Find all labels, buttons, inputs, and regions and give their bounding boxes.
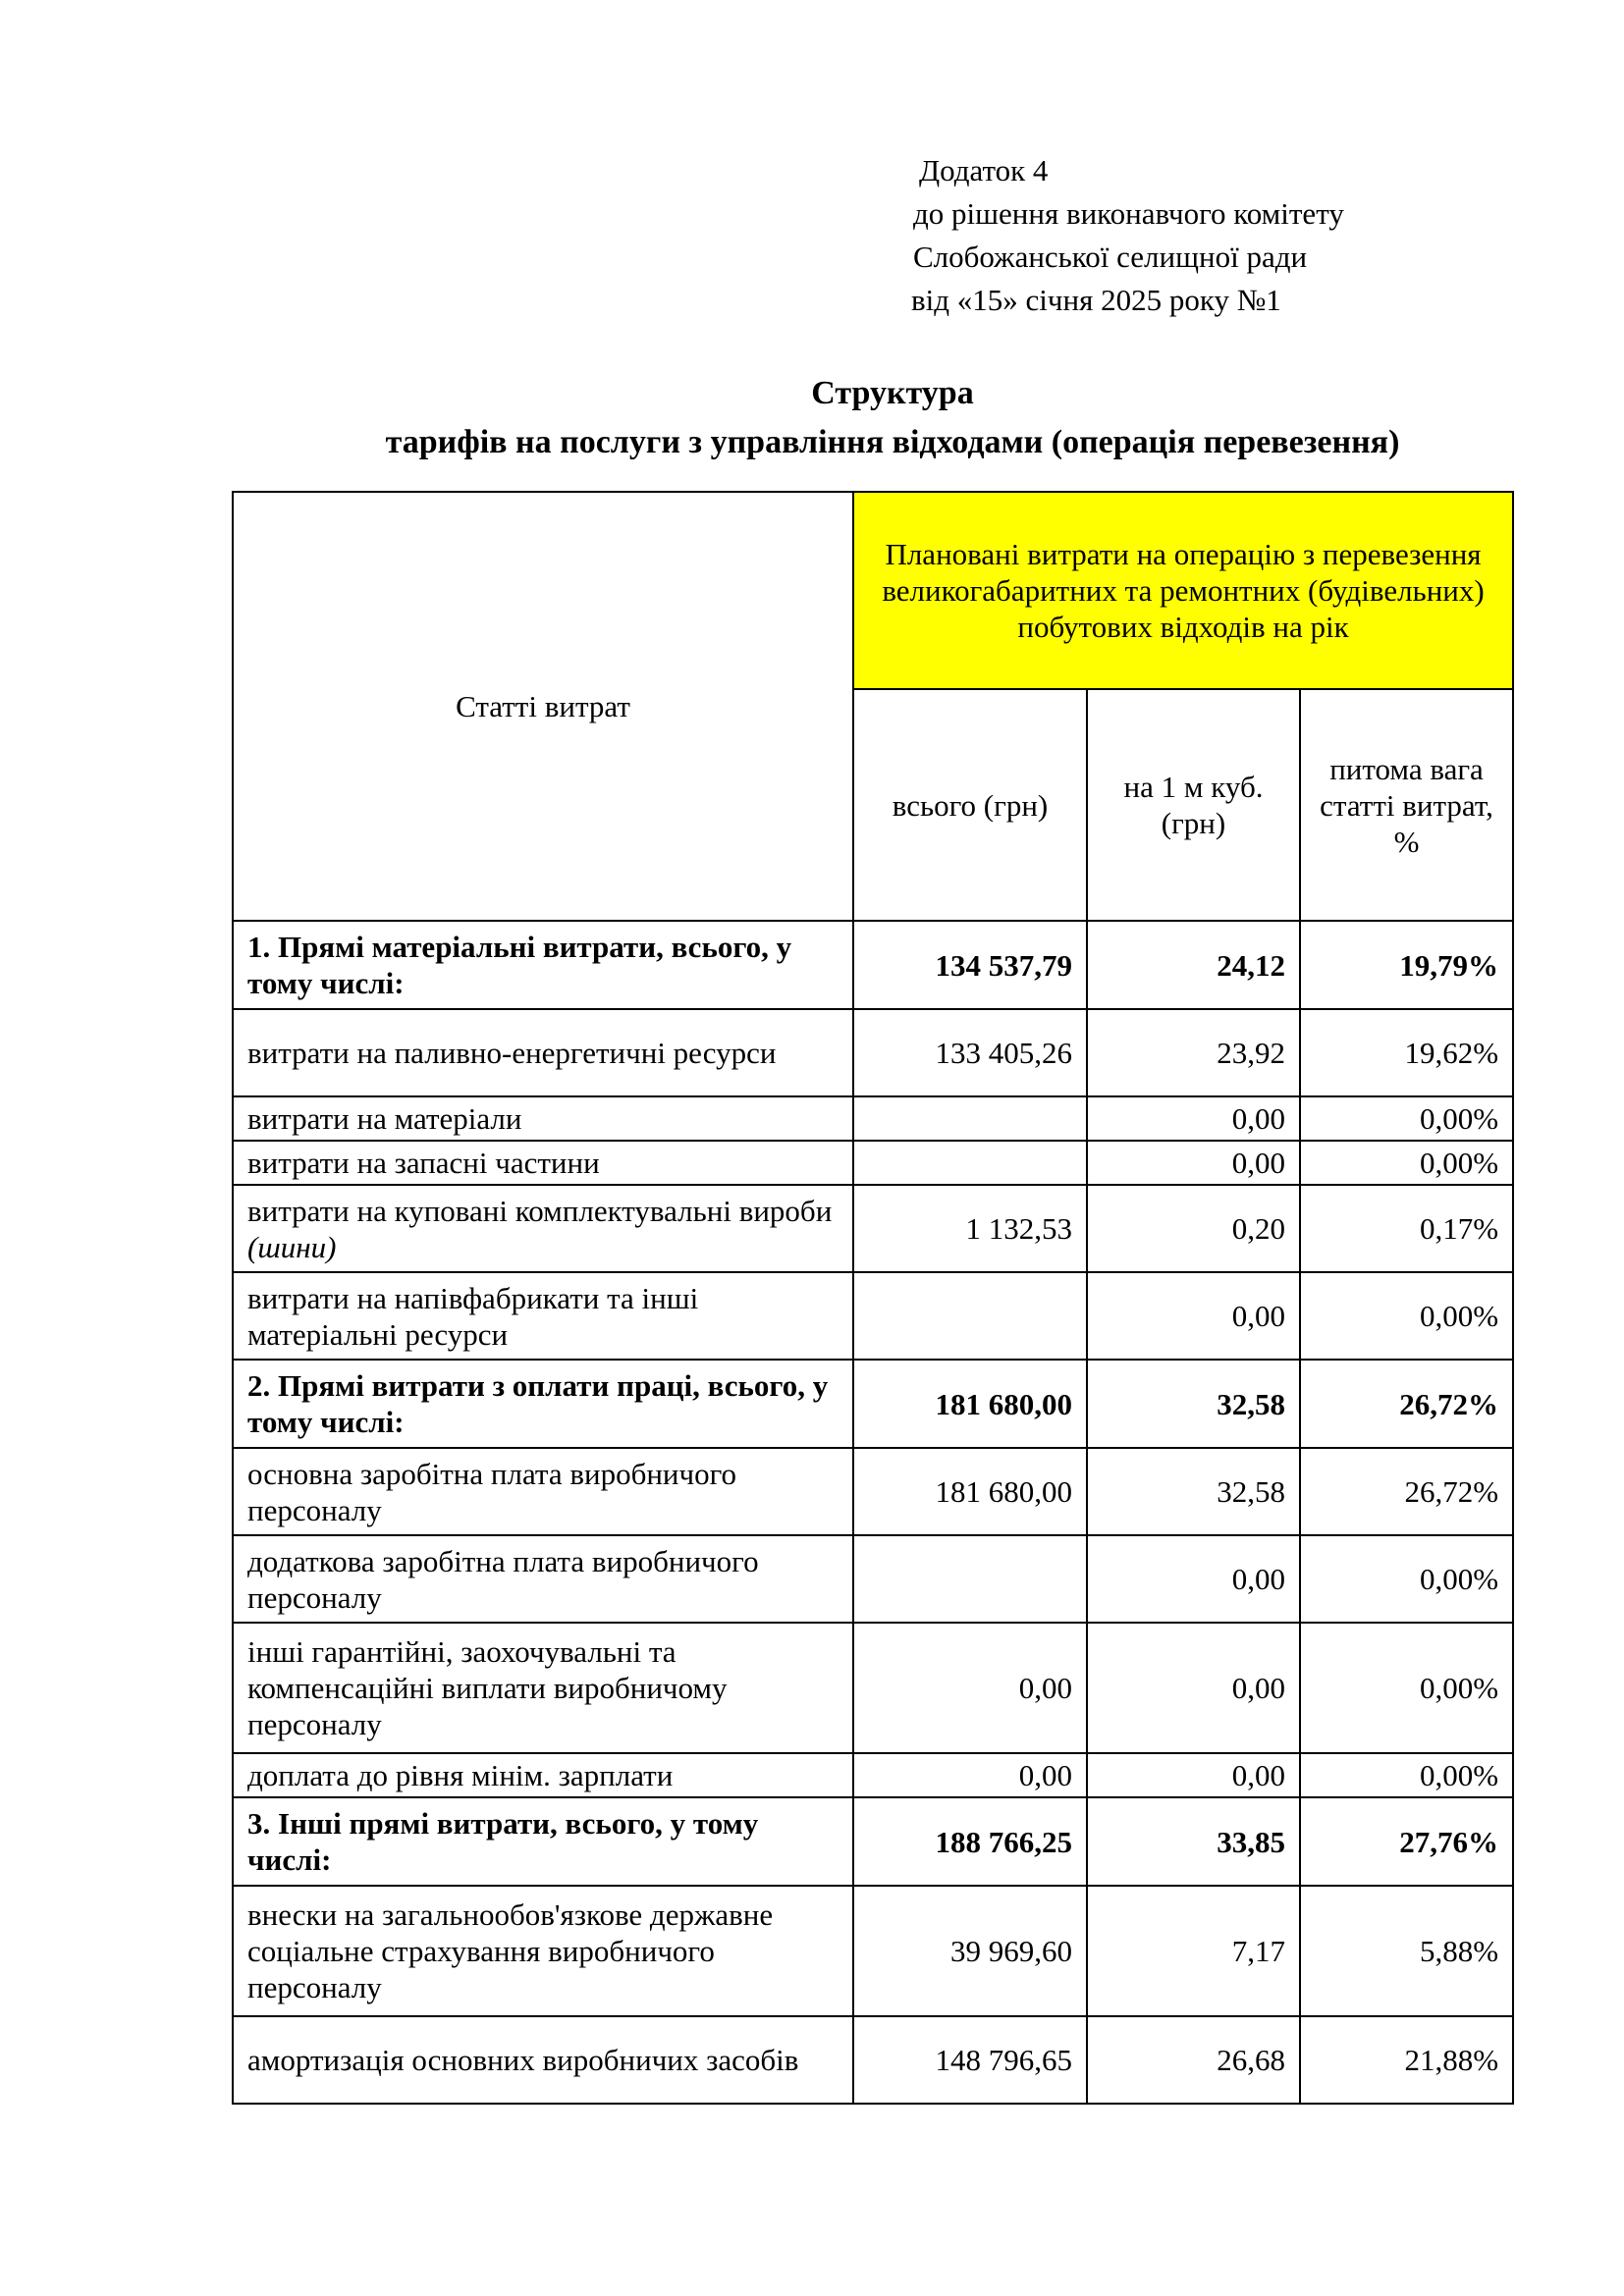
header-items: Статті витрат (233, 492, 853, 921)
row-share: 0,00% (1300, 1535, 1513, 1623)
table-row (233, 1009, 1513, 1096)
row-total (853, 1272, 1087, 1360)
title-line-1: Структура (811, 375, 974, 411)
document-title (0, 369, 1624, 467)
row-per-m3: 0,00 (1087, 1272, 1300, 1360)
table-row (233, 1096, 1513, 1141)
header-total: всього (грн) (853, 689, 1087, 921)
table-row (233, 1797, 1513, 1886)
row-share: 27,76% (1300, 1797, 1513, 1886)
table-row (233, 1623, 1513, 1753)
row-name: 3. Інші прямі витрати, всього, у тому числі: (233, 1797, 853, 1886)
row-share: 19,62% (1300, 1009, 1513, 1096)
row-per-m3: 0,00 (1087, 1753, 1300, 1797)
row-share: 26,72% (1300, 1448, 1513, 1535)
row-name: амортизація основних виробничих засобів (233, 2016, 853, 2104)
row-per-m3: 0,00 (1087, 1096, 1300, 1141)
row-per-m3: 26,68 (1087, 2016, 1300, 2104)
row-per-m3: 0,00 (1087, 1535, 1300, 1623)
row-per-m3: 0,00 (1087, 1623, 1300, 1753)
row-name: витрати на запасні частини (233, 1141, 853, 1185)
table-row (233, 1272, 1513, 1360)
row-total: 133 405,26 (853, 1009, 1087, 1096)
row-per-m3: 32,58 (1087, 1360, 1300, 1448)
row-per-m3: 0,00 (1087, 1141, 1300, 1185)
row-total: 181 680,00 (853, 1360, 1087, 1448)
row-share: 0,00% (1300, 1096, 1513, 1141)
table-row (233, 1448, 1513, 1535)
table-row (233, 1185, 1513, 1272)
row-total (853, 1141, 1087, 1185)
cost-structure-table (232, 491, 1514, 2105)
row-total: 1 132,53 (853, 1185, 1087, 1272)
row-share: 19,79% (1300, 921, 1513, 1009)
row-total: 0,00 (853, 1753, 1087, 1797)
table-row (233, 1360, 1513, 1448)
table-row (233, 1886, 1513, 2016)
row-total: 0,00 (853, 1623, 1087, 1753)
row-name: доплата до рівня мінім. зарплати (233, 1753, 853, 1797)
row-name: інші гарантійні, заохочувальні та компенсаційні виплати виробничому персоналу (233, 1623, 853, 1753)
row-total (853, 1096, 1087, 1141)
row-name: витрати на матеріали (233, 1096, 853, 1141)
row-name: 1. Прямі матеріальні витрати, всього, у тому числі: (233, 921, 853, 1009)
row-total: 134 537,79 (853, 921, 1087, 1009)
row-share: 0,00% (1300, 1272, 1513, 1360)
title-line-2: тарифів на послуги з управління відходами (операція перевезення) (385, 424, 1400, 460)
row-per-m3: 24,12 (1087, 921, 1300, 1009)
annex-block (911, 149, 1344, 322)
row-share: 0,00% (1300, 1141, 1513, 1185)
annex-number: Додаток 4 (919, 153, 1049, 187)
row-share: 0,00% (1300, 1623, 1513, 1753)
row-per-m3: 32,58 (1087, 1448, 1300, 1535)
row-total: 188 766,25 (853, 1797, 1087, 1886)
row-name: 2. Прямі витрати з оплати праці, всього, у тому числі: (233, 1360, 853, 1448)
row-name: витрати на напівфабрикати та інші матеріальні ресурси (233, 1272, 853, 1360)
row-total: 148 796,65 (853, 2016, 1087, 2104)
annex-decision: до рішення виконавчого комітету (913, 196, 1344, 231)
row-share: 26,72% (1300, 1360, 1513, 1448)
annex-council: Слобожанської селищної ради (913, 240, 1308, 274)
header-planned-costs: Плановані витрати на операцію з перевезення великогабаритних та ремонтних (будівельних) побутових відходів на рік (853, 492, 1513, 689)
table-row (233, 1535, 1513, 1623)
row-total: 181 680,00 (853, 1448, 1087, 1535)
row-note: (шини) (247, 1229, 337, 1264)
row-total: 39 969,60 (853, 1886, 1087, 2016)
row-per-m3: 33,85 (1087, 1797, 1300, 1886)
table-row (233, 921, 1513, 1009)
row-name: витрати на паливно-енергетичні ресурси (233, 1009, 853, 1096)
row-name: витрати на куповані комплектувальні вироби (247, 1193, 833, 1228)
table-row (233, 2016, 1513, 2104)
row-name: основна заробітна плата виробничого персоналу (233, 1448, 853, 1535)
row-name: внески на загальнообов'язкове державне соціальне страхування виробничого персоналу (233, 1886, 853, 2016)
table-row (233, 1141, 1513, 1185)
row-share: 5,88% (1300, 1886, 1513, 2016)
row-per-m3: 7,17 (1087, 1886, 1300, 2016)
row-name: додаткова заробітна плата виробничого персоналу (233, 1535, 853, 1623)
row-per-m3: 23,92 (1087, 1009, 1300, 1096)
row-share: 0,17% (1300, 1185, 1513, 1272)
row-share: 21,88% (1300, 2016, 1513, 2104)
header-per-m3: на 1 м куб. (грн) (1087, 689, 1300, 921)
row-per-m3: 0,20 (1087, 1185, 1300, 1272)
header-share: питома вага статті витрат, % (1300, 689, 1513, 921)
annex-date: від «15» січня 2025 року №1 (911, 283, 1281, 317)
row-share: 0,00% (1300, 1753, 1513, 1797)
table-row (233, 1753, 1513, 1797)
row-total (853, 1535, 1087, 1623)
header-row-plan (233, 492, 1513, 689)
row-name-cell (233, 1185, 853, 1272)
